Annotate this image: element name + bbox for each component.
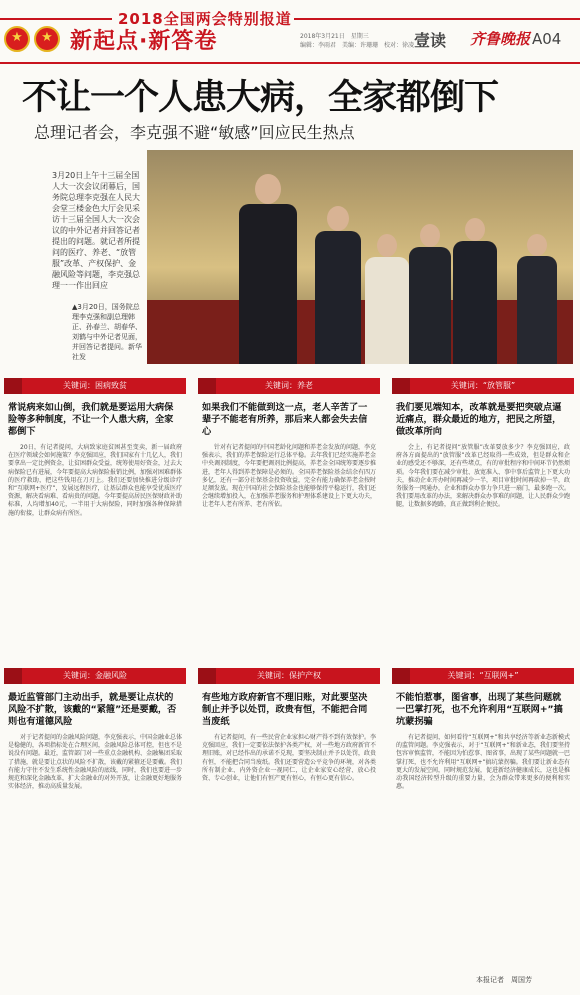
person-figure	[239, 174, 297, 364]
column-lead: 如果我们不能做到这一点，老人辛苦了一辈子不能老有所养，那后来人都会失去信心	[202, 402, 368, 437]
article-column-pension	[198, 378, 380, 510]
column-body: 针对有记者提问的中国老龄化问题和养老金发放的问题，李克强表示，我们的养老保险运行总体平稳。去年我们已经实施养老金中央调剂制度，今年要把调剂比例提高，养老金全国统筹要逐步推进，老年人得到养老保障是必须的。全国养老保险基金结余有四万多亿，还有一部分社保基金投资收益，完全有能力确保养老金按时足额发放。现在中国的社会保险基金也能够保持平稳运行，我们还会继续增加投入，在加强养老服务和护理体系建设上下更大功夫，让老年人老有所养、老有所依。	[202, 444, 377, 509]
person-figure	[517, 234, 557, 364]
column-body: 有记者提问，如何看待“互联网+”和共享经济等新业态新模式的监管问题。李克强表示，对于“互联网+”和新业态，我们要坚持包容审慎监管，不能因为怕惹事、图省事，出现了某些问题就一巴掌打死，也不允许利用“互联网+”搞坑蒙拐骗。我们要让新业态有更大的发展空间，同时规范发展，促进新经济健康成长，这也是推动我国经济转型升级的重要力量，会为群众带来更多的便利和实惠。	[396, 734, 571, 791]
edition-date: 2018年3月21日	[300, 33, 345, 40]
keyword-bar: 关键词：金融风险	[4, 668, 186, 684]
cppcc-emblem-icon: ★	[34, 26, 60, 52]
person-figure	[409, 224, 451, 364]
page-number: A04	[532, 30, 562, 48]
page-header	[0, 0, 580, 68]
person-figure	[365, 234, 409, 364]
column-lead: 常说病来如山倒，我们就是要运用大病保险等多种制度，不让一个人患大病，全家都倒下	[8, 402, 174, 437]
column-body: 对于记者提问的金融风险问题，李克强表示，中国金融业总体是稳健的，各项指标处在合理区间，金融风险总体可控，但也不是说没有问题。最近，监管部门对一些重点金融机构、金融集团采取了措施，就是要让点状的风险不扩散，该戴的紧箍还是要戴。我们有能力守住不发生系统性金融风险的底线，同时，我们也要进一步规范和深化金融改革，扩大金融业的对外开放，让金融更好地服务实体经济，推动高质量发展。	[8, 734, 183, 791]
page-label: 壹读	[414, 31, 447, 50]
column-body: 有记者提问，有一些民营企业家担心财产得不到有效保护。李克强回应，我们一定要依法保护各类产权，对一些地方政府新官不理旧账，对已经作出的承诺不兑现，要坚决制止并予以处罚，政贵有恒，不能把合同当废纸。我们还要营造公平竞争的环境，对各类所有制企业、内外资企业一视同仁，让企业家安心经营、放心投资、专心创业，让他们有恒产更有恒心，有恒心更有信心。	[202, 734, 377, 783]
editor: 编辑：李雨君	[300, 42, 337, 49]
edition-meta	[300, 32, 420, 50]
keyword-bar: 关键词：保护产权	[198, 668, 380, 684]
column-lead: 最近监管部门主动出手，就是要让点状的风险不扩散，该戴的“紧箍”还是要戴，否则也有道德风险	[8, 692, 177, 727]
person-figure	[453, 218, 497, 364]
column-body: 20日，有记者提问，大病致家庭贫困甚至变卖，新一届政府在医疗领域会如何施策？李克强回应，我们国家有十几亿人，我们要拿出一定比例资金，让贫困群众受益，统筹使用好资金，过去大病保险已有进展，今年要提高大病保险报销比例，加强对困难群体的医疗救助，把这些钱用在刀刃上。我们还要加快推进分级诊疗和“互联网+医疗”，发展远程医疗，让基层群众也能享受优质医疗资源，解决看病难、看病贵的问题。今年要提高居民医保财政补助标准，人均增加40元，一半用于大病保险，同时加强各种保障措施的衔接，让群众病有所医。	[8, 444, 183, 517]
newspaper-logo: 齐鲁晚报	[470, 30, 531, 48]
header-divider	[0, 62, 580, 64]
article-column-finance	[4, 668, 186, 791]
keyword-bar: 关键词：养老	[198, 378, 380, 394]
reporter-credit: 本报记者 周国芳	[476, 976, 532, 984]
national-emblem-icon: ★	[4, 26, 30, 52]
page-subheadline: 总理记者会，李克强不避“敏感”回应民生热点	[34, 123, 355, 142]
keyword-bar: 关键词：“放管服”	[392, 378, 574, 394]
column-lead: 我们要见端知本，改革就是要把突破点逼近痛点，群众最近的地方，把民之所望，做改革所向	[396, 402, 562, 437]
keyword-bar: 关键词：困病致贫	[4, 378, 186, 394]
page-headline: 不让一个人患大病，全家都倒下	[22, 78, 499, 118]
article-column-reform	[392, 378, 574, 510]
column-lead: 有些地方政府新官不理旧账，对此要坚决制止并予以处罚，政贵有恒，不能把合同当废纸	[202, 692, 368, 727]
photo-caption-main: 3月20日上午十三届全国人大一次会议闭幕后，国务院总理李克强在人民大会堂三楼金色大厅会见采访十三届全国人大一次会议的中外记者并回答记者提出的问题。就记者所提问的医疗、养老、“放管服”改革、产权保护、金融风险等问题，李克强总理一一作出回应	[52, 171, 140, 290]
article-column-healthcare	[4, 378, 186, 518]
banner-text: 2018全国两会特别报道	[118, 10, 292, 28]
person-figure	[315, 206, 361, 364]
banner-rule-right	[294, 18, 580, 20]
edition-weekday: 星期三	[350, 33, 369, 40]
banner-rule-left	[0, 18, 112, 20]
column-body: 会上，有记者提问“放管服”改革要放多少？李克强回应，政府各方面提出的“放管服”改革已经取得一些成效，但是群众和企业的感受还不够深，还有些堵点，有的审批程序和中间环节仍然烦琐。今年我们要在减少审批、放宽准入、事中事后监管上下更大功夫，推动企业开办时间再减少一半，项目审批时间再砍掉一半，政务服务一网通办，企业和群众办事力争只进一扇门，最多跑一次。我们要用改革的办法，来解决群众办事难的问题，让人民群众少跑腿，让数据多跑路，真正做到利企便民。	[396, 444, 571, 509]
news-photo	[147, 150, 573, 364]
photo-caption-small: ▲3月20日，国务院总理李克强和副总理韩正、孙春兰、胡春华、刘鹤与中外记者见面，并回答记者提问。新华社发	[72, 303, 142, 361]
designer: 美编：许珊珊	[342, 42, 379, 49]
section-name: 新起点·新答卷	[70, 29, 218, 54]
column-lead: 不能怕惹事，图省事，出现了某些问题就一巴掌打死，也不允许利用“互联网+”搞坑蒙拐骗	[396, 692, 563, 727]
article-column-property	[198, 668, 380, 783]
article-column-internet	[392, 668, 574, 791]
proofreader: 校对：徐凌	[384, 42, 415, 49]
keyword-bar: 关键词：“互联网+”	[392, 668, 574, 684]
